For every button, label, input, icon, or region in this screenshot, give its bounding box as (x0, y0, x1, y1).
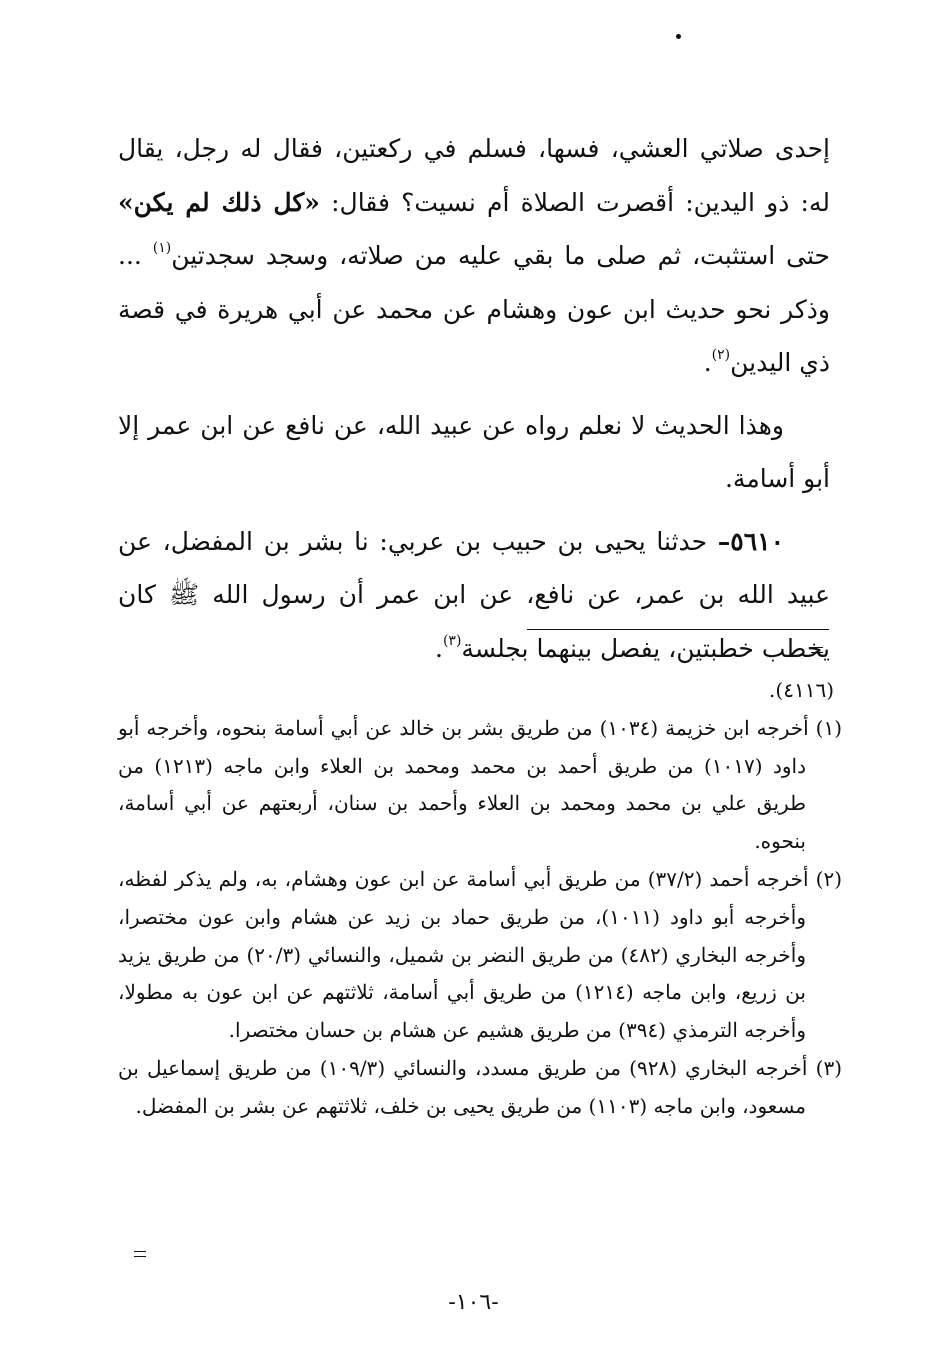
footnote-1 (118, 710, 842, 861)
para1-text-a: إحدى صلاتي العشي، فسها، فسلم في ركعتين، فقال له رجل، يقال له: ذو اليدين: أقصرت الصلاة أم نسيت؟ فقال: (118, 134, 830, 217)
footnote-separator (527, 629, 829, 630)
paragraph-1 (118, 122, 830, 390)
footnote-continuation: (٤١١٦). (769, 678, 834, 702)
footnote-text-2: أخرجه أحمد (٣٧/٢) من طريق أبي أسامة عن ابن عون وهشام، به، ولم يذكر لفظه، وأخرجه أبو داود (١٠١١)، من طريق حماد بن زيد عن هشام وابن عون مختصرا، وأخرجه البخاري (٤٨٢) من طريق النضر بن شميل، والنسائي (٢٠/٣) من طريق يزيد بن زريع، وابن ماجه (١٢١٤) من طريق أبي أسامة، ثلاثتهم عن ابن عون به مطولا، وأخرجه الترمذي (٣٩٤) من طريق هشيم عن هشام بن حسان مختصرا. (118, 866, 809, 1043)
footnote-3 (118, 1050, 842, 1126)
prophet-quote: «كل ذلك لم يكن» (118, 187, 320, 217)
main-text (118, 122, 830, 675)
para1-end: . (703, 348, 712, 377)
footnote-2 (118, 861, 842, 1050)
page-number: -١٠٦- (448, 1290, 499, 1315)
para1-text-c: ... وذكر نحو حديث ابن عون وهشام عن محمد عن أبي هريرة في قصة ذي اليدين (118, 241, 830, 377)
continuation-mark (811, 647, 823, 653)
hadith-dash: – (717, 526, 731, 556)
footnote-ref-2: (٢) (711, 347, 731, 363)
hadith-paragraph (118, 515, 830, 676)
hadith-number: ٥٦١٠ (730, 526, 784, 556)
para1-text-b: حتى استثبت، ثم صلى ما بقي عليه من صلاته، وسجد سجدتين (171, 241, 830, 270)
footnote-marker-3: (٣) (815, 1055, 842, 1080)
footnote-marker-1: (١) (815, 715, 842, 740)
footnote-marker-2: (٢) (815, 866, 843, 891)
continuation-mark-bottom (134, 1251, 146, 1257)
hadith-end: . (435, 633, 443, 663)
footnote-ref-1: (١) (152, 240, 172, 256)
hadith-text: حدثنا يحيى بن حبيب بن عربي: نا بشر بن المفضل، عن عبيد الله بن عمر، عن نافع، عن ابن عمر أن رسول الله ﷺ كان يخطب خطبتين، يفصل بينهما بجلسة (118, 526, 830, 663)
printing-dot (676, 34, 681, 39)
footnote-text-1: أخرجه ابن خزيمة (١٠٣٤) من طريق بشر بن خالد عن أبي أسامة بنحوه، وأخرجه أبو داود (١٠١٧) من طريق أحمد بن محمد ومحمد بن العلاء وابن ماجه (١٢١٣) من طريق علي بن محمد ومحمد بن العلاء وأحمد بن سنان، أربعتهم عن أبي أسامة، بنحوه. (118, 715, 809, 854)
footnotes (118, 672, 842, 1126)
footnote-ref-3: (٣) (442, 632, 462, 649)
paragraph-2: وهذا الحديث لا نعلم رواه عن عبيد الله، عن نافع عن ابن عمر إلا أبو أسامة. (118, 410, 830, 493)
footnote-text-3: أخرجه البخاري (٩٢٨) من طريق مسدد، والنسائي (١٠٩/٣) من طريق إسماعيل بن مسعود، وابن ماجه (١١٠٣) من طريق يحيى بن خلف، ثلاثتهم عن بشر بن المفضل. (118, 1055, 808, 1118)
